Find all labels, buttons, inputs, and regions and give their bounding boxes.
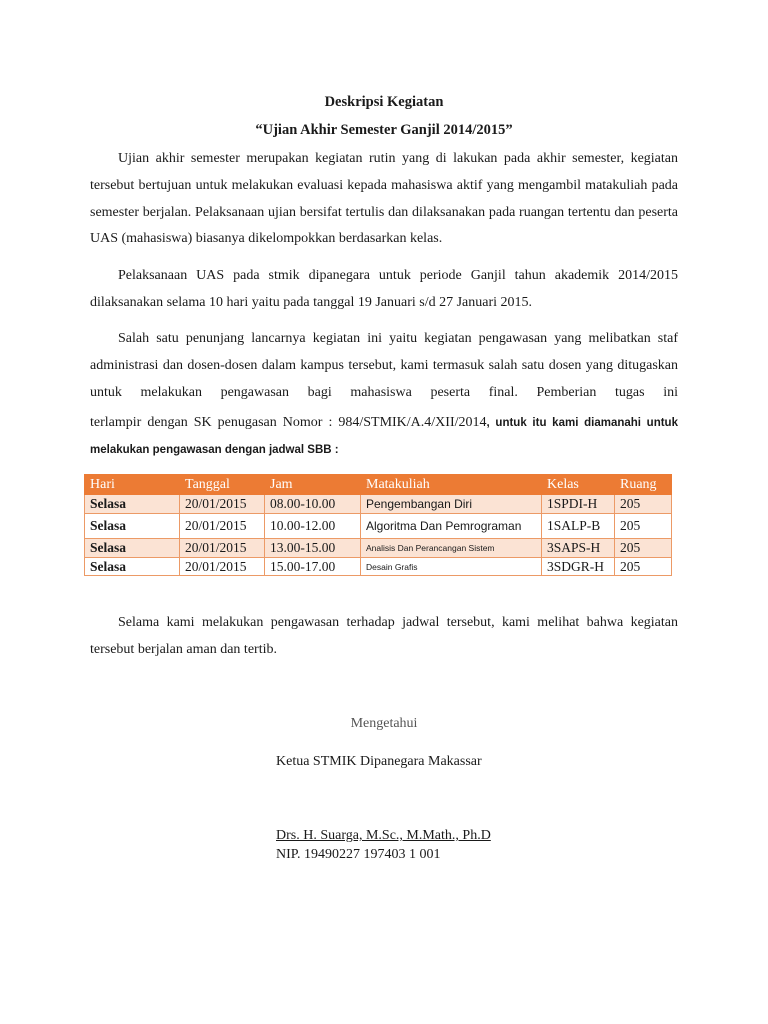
cell-matakuliah: Desain Grafis <box>361 558 542 576</box>
cell-tanggal: 20/01/2015 <box>180 539 265 558</box>
paragraph-schedule-period: Pelaksanaan UAS pada stmik dipanegara untuk periode Ganjil tahun akademik 2014/2015 dilaksanakan selama 10 hari yaitu pada tanggal 19 Januari s/d 27 Januari 2015. <box>90 268 678 310</box>
cell-kelas: 1SPDI-H <box>542 495 615 514</box>
header-matakuliah: Matakuliah <box>361 475 542 495</box>
cell-tanggal: 20/01/2015 <box>180 514 265 539</box>
cell-ruang: 205 <box>615 495 672 514</box>
acknowledge-label: Mengetahui <box>350 716 418 731</box>
cell-matakuliah: Analisis Dan Perancangan Sistem <box>361 539 542 558</box>
table-row <box>85 539 672 558</box>
cell-kelas: 1SALP-B <box>542 514 615 539</box>
schedule-table <box>84 474 672 576</box>
cell-kelas: 3SAPS-H <box>542 539 615 558</box>
table-row <box>85 558 672 576</box>
table-row <box>85 495 672 514</box>
mandate-text: , untuk itu kami diamanahi untuk melakukan pengawasan dengan jadwal SBB : <box>90 417 678 456</box>
paragraph-supervision: Salah satu penunjang lancarnya kegiatan ini yaitu kegiatan pengawasan yang melibatkan staf administrasi dan dosen-dosen dalam kampus tersebut, kami termasuk salah satu dosen yang ditugaskan untuk melakukan pengawasan bagi mahasiswa peserta final. Pemberian tugas ini <box>90 331 678 400</box>
cell-ruang: 205 <box>615 558 672 576</box>
cell-jam: 15.00-17.00 <box>265 558 361 576</box>
header-jam: Jam <box>265 475 361 495</box>
signatory-role: Ketua STMIK Dipanegara Makassar <box>276 754 482 769</box>
cell-hari: Selasa <box>85 539 180 558</box>
paragraph-conclusion: Selama kami melakukan pengawasan terhadap jadwal tersebut, kami melihat bahwa kegiatan tersebut berjalan aman dan tertib. <box>90 615 678 657</box>
table-row <box>85 514 672 539</box>
signatory-name: Drs. H. Suarga, M.Sc., M.Math., Ph.D <box>276 828 491 843</box>
header-ruang: Ruang <box>615 475 672 495</box>
cell-matakuliah: Algoritma Dan Pemrograman <box>361 514 542 539</box>
cell-tanggal: 20/01/2015 <box>180 495 265 514</box>
document-subtitle: “Ujian Akhir Semester Ganjil 2014/2015” <box>255 122 513 138</box>
cell-matakuliah: Pengembangan Diri <box>361 495 542 514</box>
cell-jam: 13.00-15.00 <box>265 539 361 558</box>
header-kelas: Kelas <box>542 475 615 495</box>
paragraph-supervision-tail <box>90 410 678 464</box>
cell-tanggal: 20/01/2015 <box>180 558 265 576</box>
cell-hari: Selasa <box>85 495 180 514</box>
cell-ruang: 205 <box>615 539 672 558</box>
header-hari: Hari <box>85 475 180 495</box>
document-title: Deskripsi Kegiatan <box>324 94 444 110</box>
signatory-nip: NIP. 19490227 197403 1 001 <box>276 847 441 862</box>
table-header-row <box>85 475 672 495</box>
paragraph-intro: Ujian akhir semester merupakan kegiatan rutin yang di lakukan pada akhir semester, kegiatan tersebut bertujuan untuk melakukan evaluasi kepada mahasiswa aktif yang mengambil matakuliah pada semester berjalan. Pelaksanaan ujian bersifat tertulis dan dilaksanakan pada ruangan tertentu dan peserta UAS (mahasiswa) biasanya dikelompokkan berdasarkan kelas. <box>90 151 678 247</box>
cell-jam: 08.00-10.00 <box>265 495 361 514</box>
cell-kelas: 3SDGR-H <box>542 558 615 576</box>
sk-reference-text: terlampir dengan SK penugasan Nomor : 984/STMIK/A.4/XII/2014 <box>90 415 487 430</box>
cell-hari: Selasa <box>85 514 180 539</box>
cell-jam: 10.00-12.00 <box>265 514 361 539</box>
cell-hari: Selasa <box>85 558 180 576</box>
cell-ruang: 205 <box>615 514 672 539</box>
header-tanggal: Tanggal <box>180 475 265 495</box>
